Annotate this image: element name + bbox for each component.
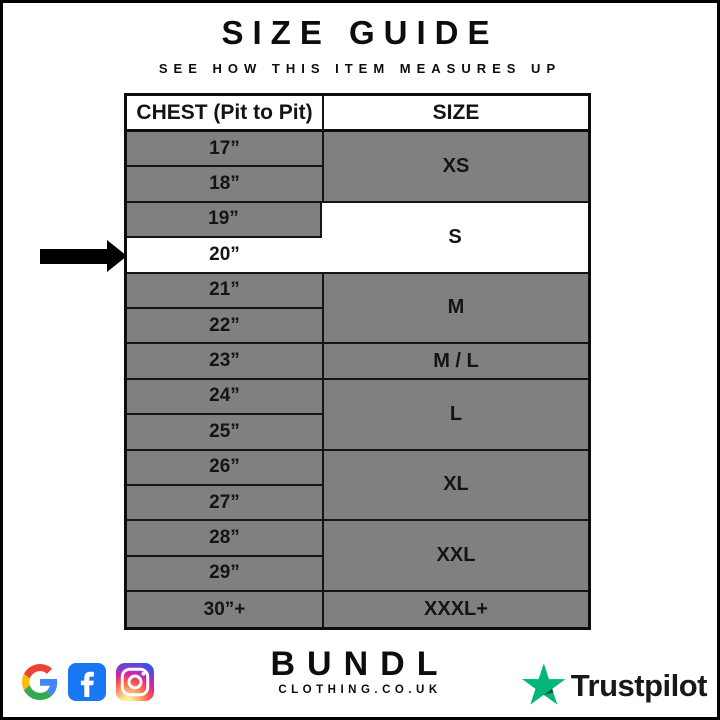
size-cell-xxl: XXL	[322, 521, 588, 592]
page-subtitle: SEE HOW THIS ITEM MEASURES UP	[158, 61, 562, 76]
size-cell-xl: XL	[322, 451, 588, 522]
size-cell-xxxl-plus: XXXL+	[322, 592, 588, 627]
arrow-shaft	[40, 249, 112, 264]
chest-cell-29: 29”	[127, 557, 322, 592]
size-cell-s-highlighted: S	[322, 203, 588, 274]
chest-cell-22: 22”	[127, 309, 322, 344]
trustpilot-label: Trustpilot	[570, 668, 707, 703]
trustpilot-star-icon	[522, 662, 566, 710]
column-header-chest: CHEST (Pit to Pit)	[127, 96, 322, 132]
size-cell-m: M	[322, 274, 588, 345]
size-cell-m-l: M / L	[322, 344, 588, 379]
chest-cell-25: 25”	[127, 415, 322, 450]
chest-cell-27: 27”	[127, 486, 322, 521]
page-title: SIZE GUIDE	[221, 14, 499, 51]
size-cell-l: L	[322, 380, 588, 451]
chest-cell-30plus: 30”+	[127, 592, 322, 627]
chest-cell-18: 18”	[127, 167, 322, 202]
brand-name: BUNDL	[270, 645, 450, 683]
brand-domain: CLOTHING.CO.UK	[278, 684, 442, 696]
size-cell-xs: XS	[322, 132, 588, 203]
chest-cell-23: 23”	[127, 344, 322, 379]
arrow-head	[107, 240, 127, 272]
chest-cell-17: 17”	[127, 132, 322, 167]
chest-cell-19: 19”	[127, 203, 322, 238]
chest-cell-20-highlighted: 20”	[127, 238, 322, 273]
column-header-size: SIZE	[322, 96, 588, 132]
size-table	[124, 93, 591, 630]
chest-cell-21: 21”	[127, 274, 322, 309]
trustpilot-logo[interactable]	[522, 662, 707, 710]
chest-cell-24: 24”	[127, 380, 322, 415]
chest-cell-26: 26”	[127, 451, 322, 486]
chest-cell-28: 28”	[127, 521, 322, 556]
